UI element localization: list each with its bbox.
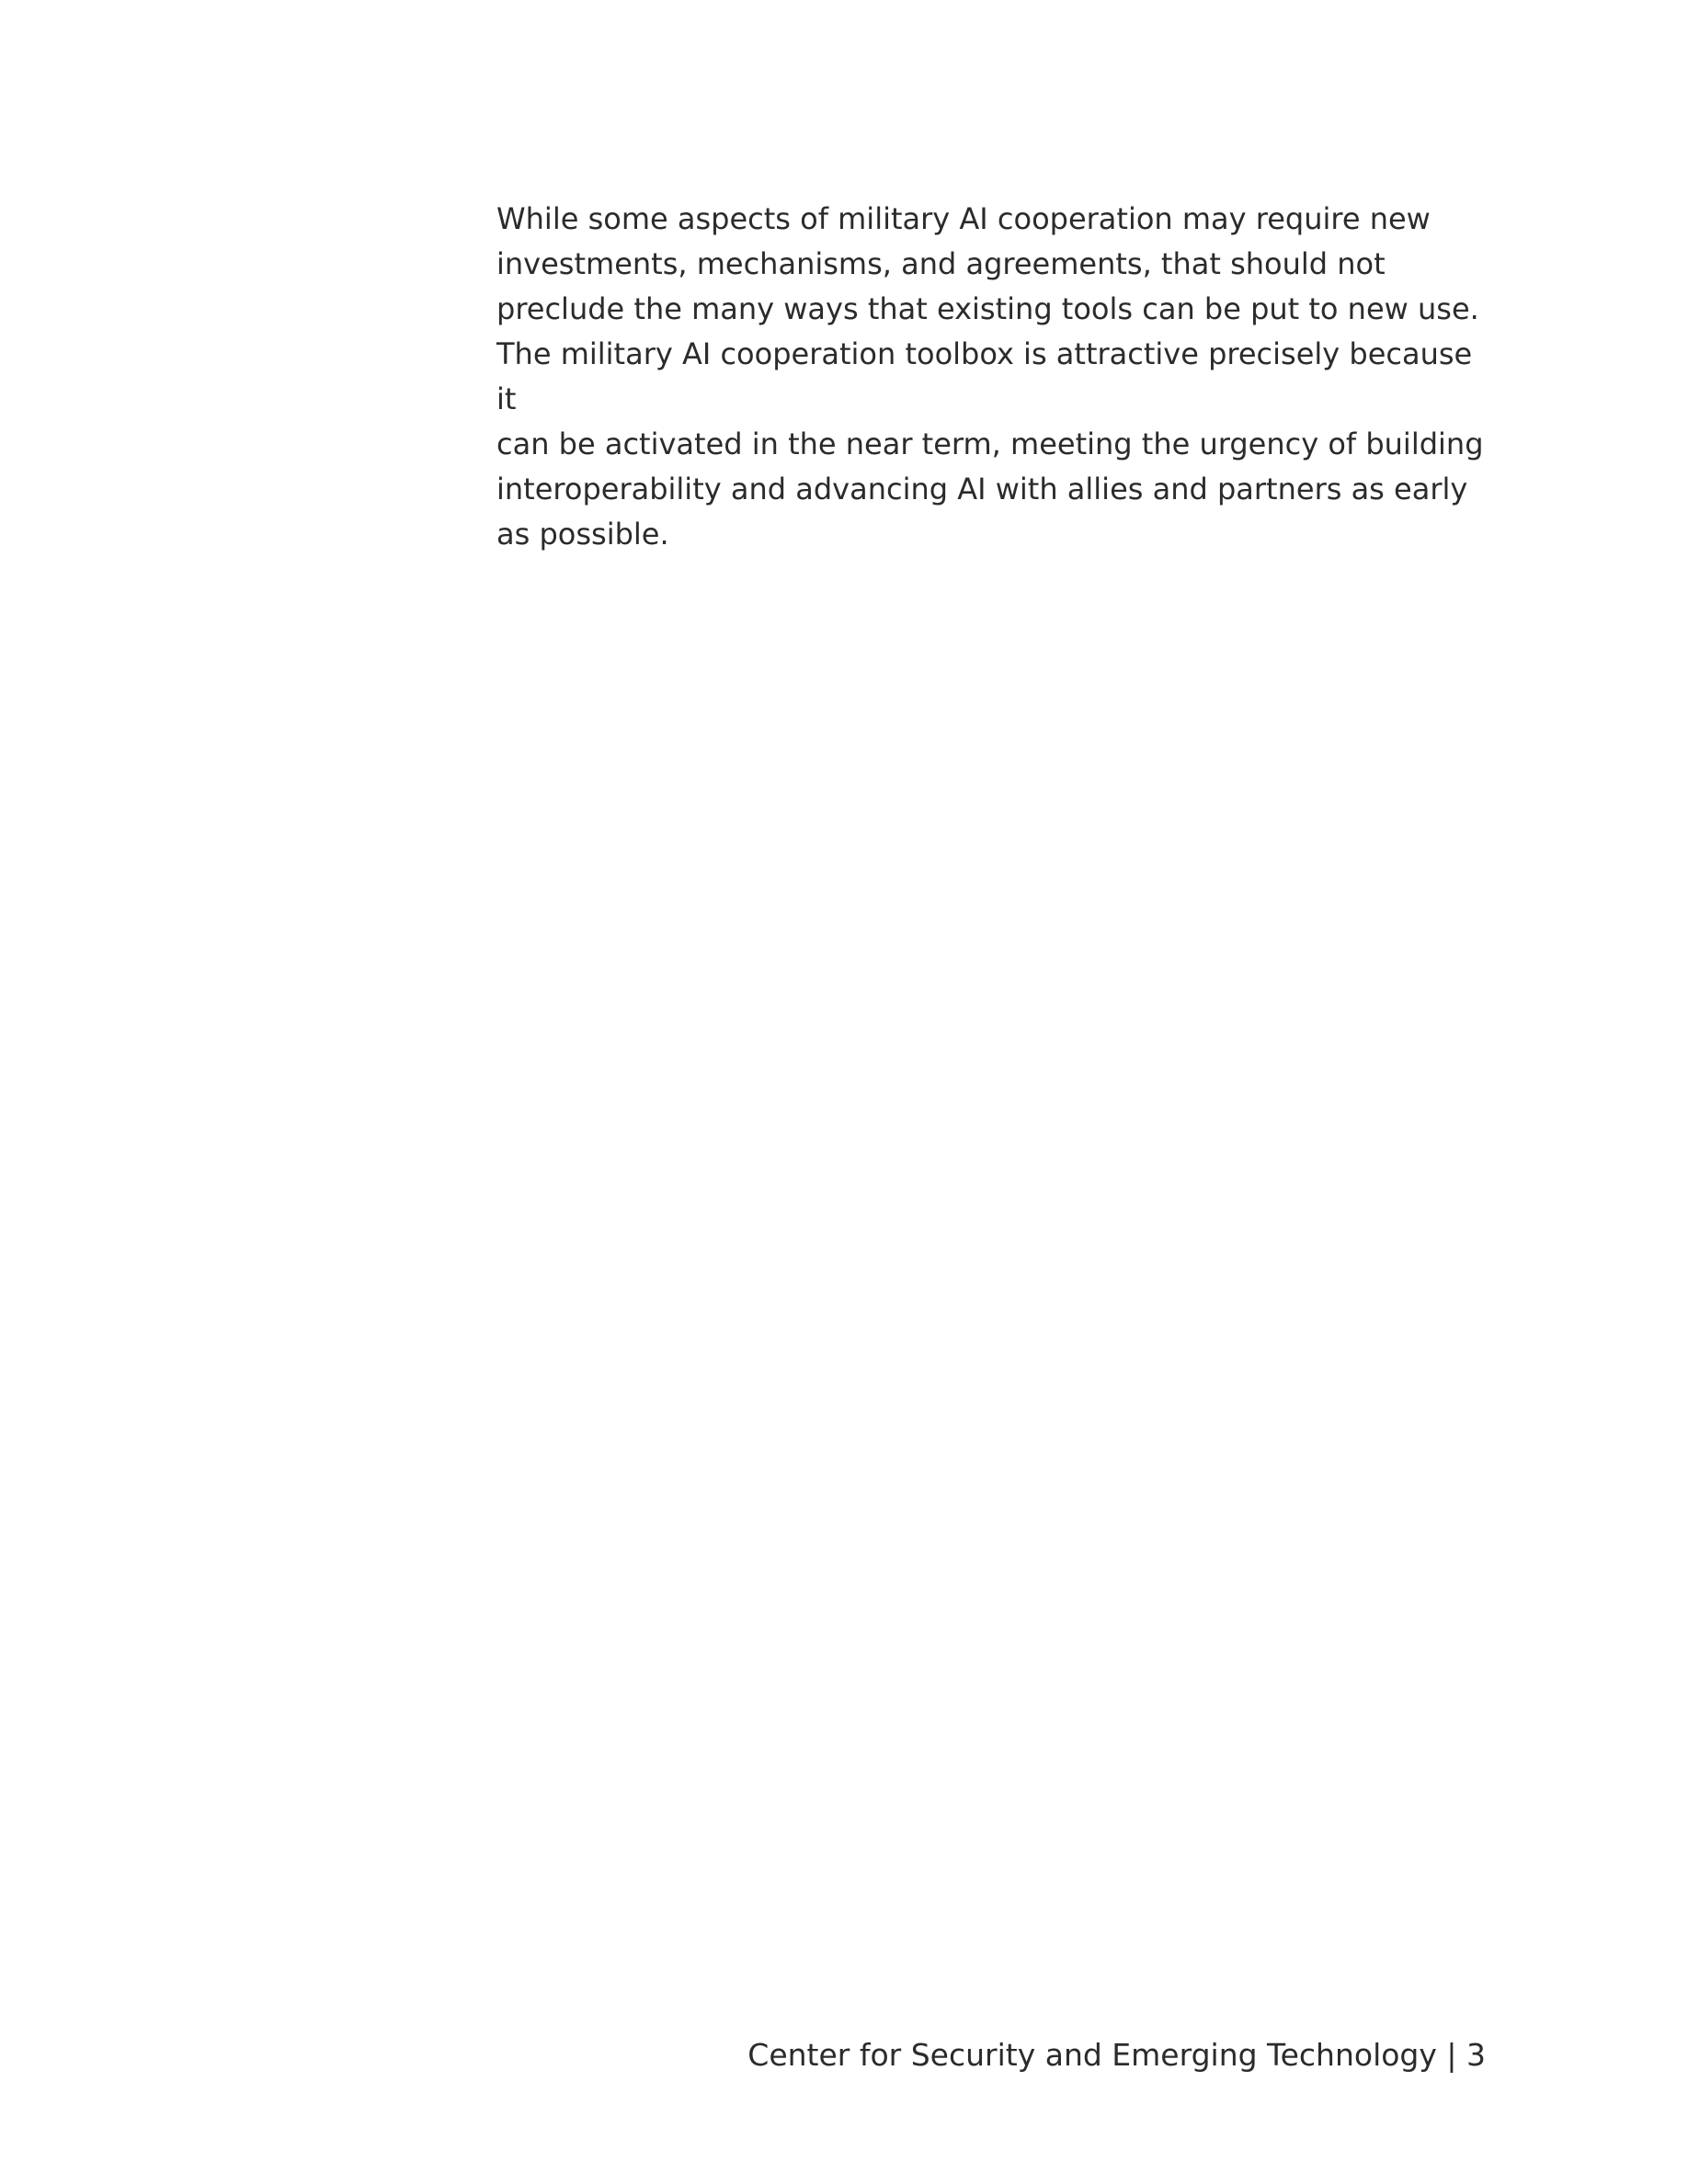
page-footer: Center for Security and Emerging Technology | 3 — [747, 2037, 1486, 2073]
body-paragraph: While some aspects of military AI cooperation may require new investments, mechanisms, and agreements, that should not preclude the many ways that existing tools can be put to new use. The military AI cooperation toolbox is attractive precisely because it can be activated in the near term, meeting the urgency of building interoperability and advancing AI with allies and partners as early as possible. — [496, 201, 1484, 552]
